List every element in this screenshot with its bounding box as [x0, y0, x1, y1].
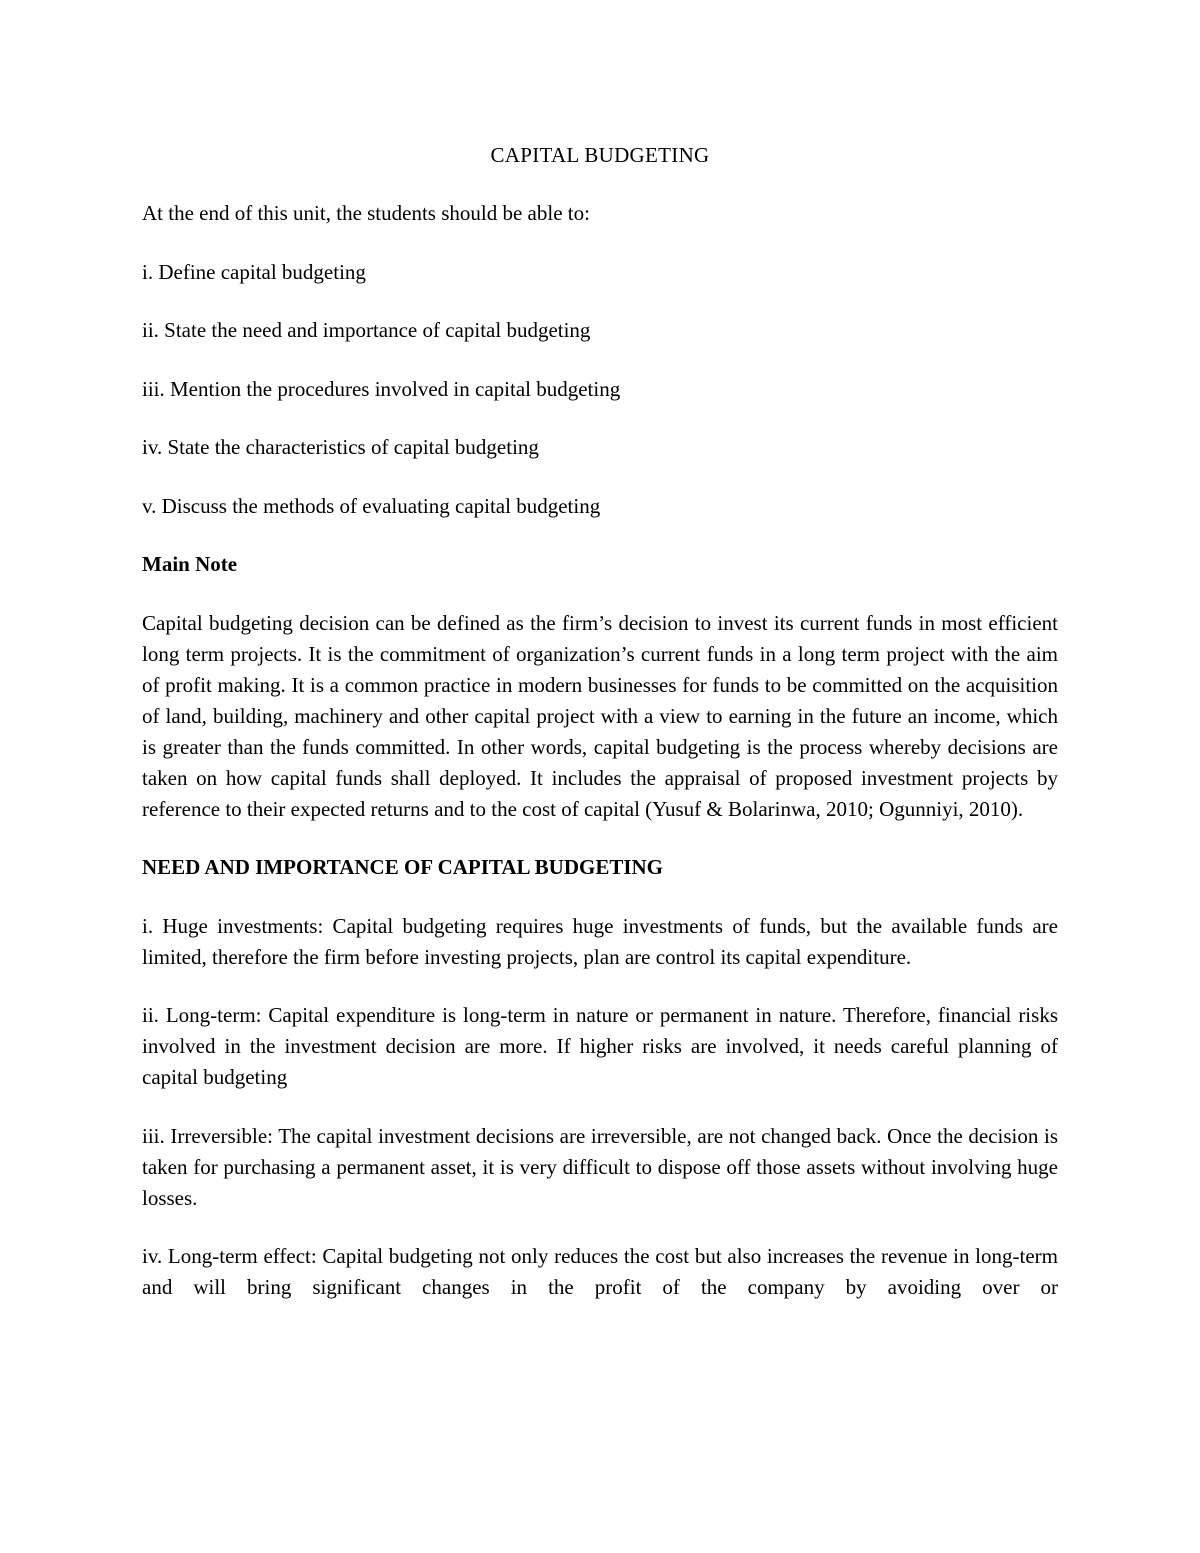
- need-item-long-term-effect: iv. Long-term effect: Capital budgeting not only reduces the cost but also increases the revenue in long-term and will bring significant changes in the profit of the company by avoiding over or: [142, 1244, 1058, 1299]
- objective-item: iii. Mention the procedures involved in capital budgeting: [142, 376, 621, 401]
- objective-item: iv. State the characteristics of capital budgeting: [142, 435, 539, 459]
- main-note-paragraph: Capital budgeting decision can be defined as the firm’s decision to invest its current funds in most efficient long term projects. It is the commitment of organization’s current funds in a long term project with the aim of profit making. It is a common practice in modern businesses for funds to be committed on the acquisition of land, building, machinery and other capital project with a view to earning in the future an income, which is greater than the funds committed. In other words, capital budgeting is the process whereby decisions are taken on how capital funds shall deployed. It includes the appraisal of proposed investment projects by reference to their expected returns and to the cost of capital (Yusuf & Bolarinwa, 2010; Ogunniyi, 2010).: [142, 610, 1058, 821]
- need-item-long-term: ii. Long-term: Capital expenditure is long-term in nature or permanent in nature. Therefore, financial risks involved in the investment decision are more. If higher risks are involved, it needs careful planning of capital budgeting: [142, 1003, 1058, 1089]
- objectives-list: [142, 257, 1058, 522]
- document-body: [142, 140, 1058, 1331]
- need-item-irreversible: iii. Irreversible: The capital investment decisions are irreversible, are not changed back. Once the decision is taken for purchasing a permanent asset, it is very difficult to dispose off those assets without involving huge losses.: [142, 1123, 1058, 1210]
- objective-item: v. Discuss the methods of evaluating capital budgeting: [142, 493, 601, 518]
- objective-item: i. Define capital budgeting: [142, 259, 366, 284]
- need-importance-heading: NEED AND IMPORTANCE OF CAPITAL BUDGETING: [142, 855, 664, 879]
- intro-text: At the end of this unit, the students should be able to:: [142, 201, 590, 225]
- objective-item: ii. State the need and importance of capital budgeting: [142, 318, 591, 342]
- main-note-heading: Main Note: [142, 552, 238, 576]
- need-item-huge-investments: i. Huge investments: Capital budgeting requires huge investments of funds, but the available funds are limited, therefore the firm before investing projects, plan are control its capital expenditure.: [142, 913, 1058, 969]
- document-title: CAPITAL BUDGETING: [490, 143, 710, 167]
